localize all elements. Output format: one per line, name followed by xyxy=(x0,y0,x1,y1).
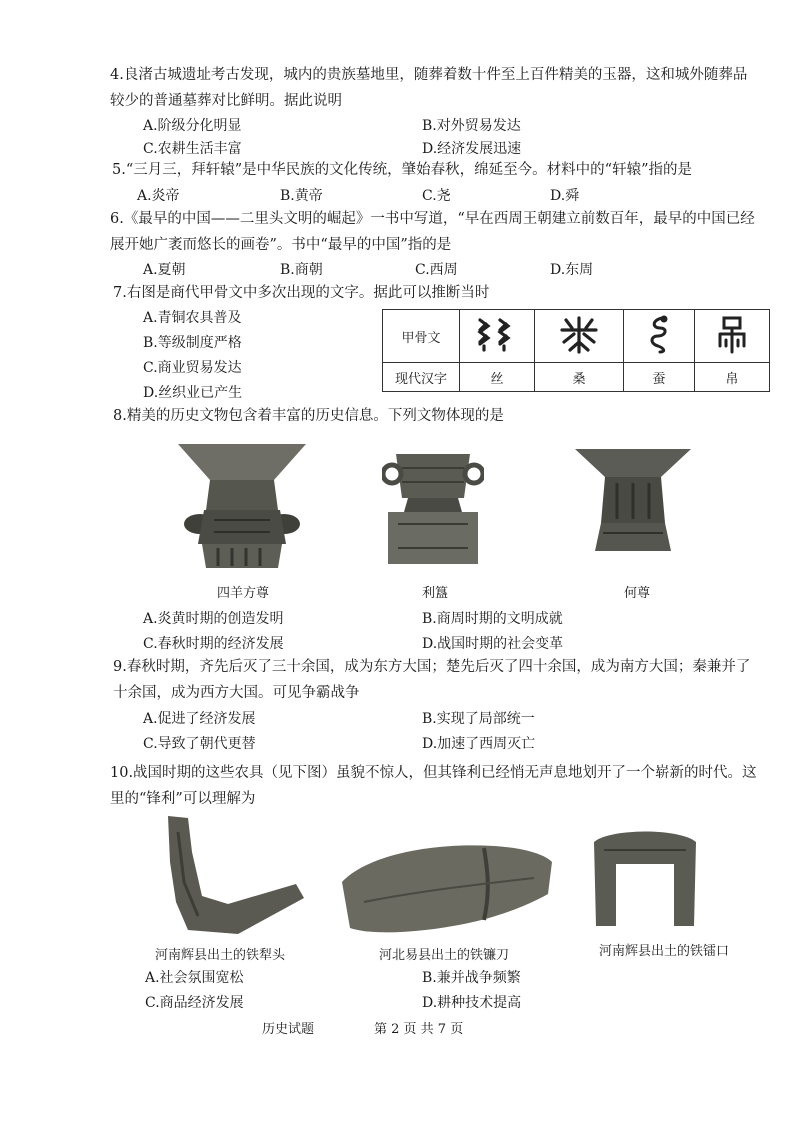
oracle-row-label: 甲骨文 xyxy=(383,310,460,363)
question-8 xyxy=(113,403,763,429)
q8-caption-1: 四羊方尊 xyxy=(216,586,269,601)
q8-caption-2: 利簋 xyxy=(421,586,448,601)
q7-option-a[interactable]: A.青铜农具普及 xyxy=(143,310,242,326)
question-7 xyxy=(113,280,763,306)
q10-option-d[interactable]: D.耕种技术提高 xyxy=(422,995,522,1011)
four-goat-square-zun-image xyxy=(174,440,310,572)
q4-option-d[interactable]: D.经济发展迅速 xyxy=(422,141,522,157)
question-5-stem: 5.“三月三，拜轩辕”是中华民族的文化传统，肇始春秋，绵延至今。材料中的“轩辕”指的是 xyxy=(112,162,692,178)
question-10-stem: 10.战国时期的这些农具（见下图）虽貌不惊人，但其锋利已经悄无声息地划开了一个崭新的时代。这里的“锋利”可以理解为 xyxy=(110,765,757,807)
q5-option-d[interactable]: D.舜 xyxy=(550,188,580,204)
q9-option-b[interactable]: B.实现了局部统一 xyxy=(422,711,535,727)
q6-option-c[interactable]: C.西周 xyxy=(415,262,458,278)
question-9-stem: 9.春秋时期，齐先后灭了三十余国，成为东方大国；楚先后灭了四十余国，成为南方大国；秦兼并了十余国，成为西方大国。可见争霸战争 xyxy=(113,659,751,701)
q6-option-d[interactable]: D.东周 xyxy=(550,262,594,278)
silk-glyph-icon xyxy=(474,316,520,352)
silkworm-glyph-icon xyxy=(644,314,674,354)
oracle-glyph-silk xyxy=(460,310,535,363)
question-7-stem: 7.右图是商代甲骨文中多次出现的文字。据此可以推断当时 xyxy=(113,285,490,301)
footer-subject: 历史试题 xyxy=(262,1022,315,1037)
iron-plough-head-image xyxy=(158,812,310,936)
modern-char-2: 桑 xyxy=(535,363,624,392)
oracle-glyph-silkworm xyxy=(624,310,695,363)
question-4 xyxy=(110,62,760,114)
q10-caption-3: 河南辉县出土的铁镭口 xyxy=(598,944,729,959)
q8-caption-3: 何尊 xyxy=(623,586,650,601)
question-6 xyxy=(110,206,760,258)
oracle-bone-table xyxy=(382,309,770,392)
q8-option-a[interactable]: A.炎黄时期的创造发明 xyxy=(143,611,284,627)
question-4-stem: 4.良渚古城遗址考古发现，城内的贵族墓地里，随葬着数十件至上百件精美的玉器，这和城外随葬品较少的普通墓葬对比鲜明。据此说明 xyxy=(110,67,748,109)
question-8-stem: 8.精美的历史文物包含着丰富的历史信息。下列文物体现的是 xyxy=(113,408,504,424)
iron-spade-mouth-image xyxy=(590,824,700,930)
he-zun-image xyxy=(573,443,693,555)
oracle-glyph-mulberry xyxy=(535,310,624,363)
q10-caption-1: 河南辉县出土的铁犁头 xyxy=(154,948,285,963)
q5-option-c[interactable]: C.尧 xyxy=(422,188,451,204)
q9-option-c[interactable]: C.导致了朝代更替 xyxy=(143,736,256,752)
question-9 xyxy=(113,654,763,706)
q7-option-d[interactable]: D.丝织业已产生 xyxy=(143,385,243,401)
q10-option-c[interactable]: C.商品经济发展 xyxy=(145,995,244,1011)
q10-option-a[interactable]: A.社会氛围宽松 xyxy=(145,970,244,986)
q4-option-c[interactable]: C.农耕生活丰富 xyxy=(143,141,242,157)
q7-option-b[interactable]: B.等级制度严格 xyxy=(143,335,242,351)
q8-option-b[interactable]: B.商周时期的文明成就 xyxy=(422,611,563,627)
li-gui-image xyxy=(382,448,484,568)
q4-option-a[interactable]: A.阶级分化明显 xyxy=(143,118,242,134)
q5-option-a[interactable]: A.炎帝 xyxy=(137,188,180,204)
modern-char-4: 帛 xyxy=(695,363,770,392)
q5-option-b[interactable]: B.黄帝 xyxy=(280,188,323,204)
oracle-glyph-cloth xyxy=(695,310,770,363)
mulberry-glyph-icon xyxy=(556,314,602,354)
iron-sickle-image xyxy=(334,832,556,942)
q10-option-b[interactable]: B.兼并战争频繁 xyxy=(422,970,521,986)
q4-option-b[interactable]: B.对外贸易发达 xyxy=(422,118,521,134)
modern-row-label: 现代汉字 xyxy=(383,363,460,392)
question-5 xyxy=(112,157,762,183)
cloth-glyph-icon xyxy=(714,314,750,354)
q9-option-d[interactable]: D.加速了西周灭亡 xyxy=(422,736,536,752)
question-6-stem: 6.《最早的中国——二里头文明的崛起》一书中写道，“早在西周王朝建立前数百年，最早的中国已经展开她广袤而悠长的画卷”。书中“最早的中国”指的是 xyxy=(110,211,755,253)
question-10 xyxy=(110,760,770,812)
q6-option-b[interactable]: B.商朝 xyxy=(280,262,323,278)
footer-page-number: 第 2 页 共 7 页 xyxy=(374,1022,464,1037)
modern-char-1: 丝 xyxy=(460,363,535,392)
q10-caption-2: 河北易县出土的铁镰刀 xyxy=(378,948,509,963)
modern-char-3: 蚕 xyxy=(624,363,695,392)
q8-option-c[interactable]: C.春秋时期的经济发展 xyxy=(143,636,284,652)
q9-option-a[interactable]: A.促进了经济发展 xyxy=(143,711,256,727)
q6-option-a[interactable]: A.夏朝 xyxy=(143,262,186,278)
q7-option-c[interactable]: C.商业贸易发达 xyxy=(143,360,242,376)
q8-option-d[interactable]: D.战国时期的社会变革 xyxy=(422,636,564,652)
